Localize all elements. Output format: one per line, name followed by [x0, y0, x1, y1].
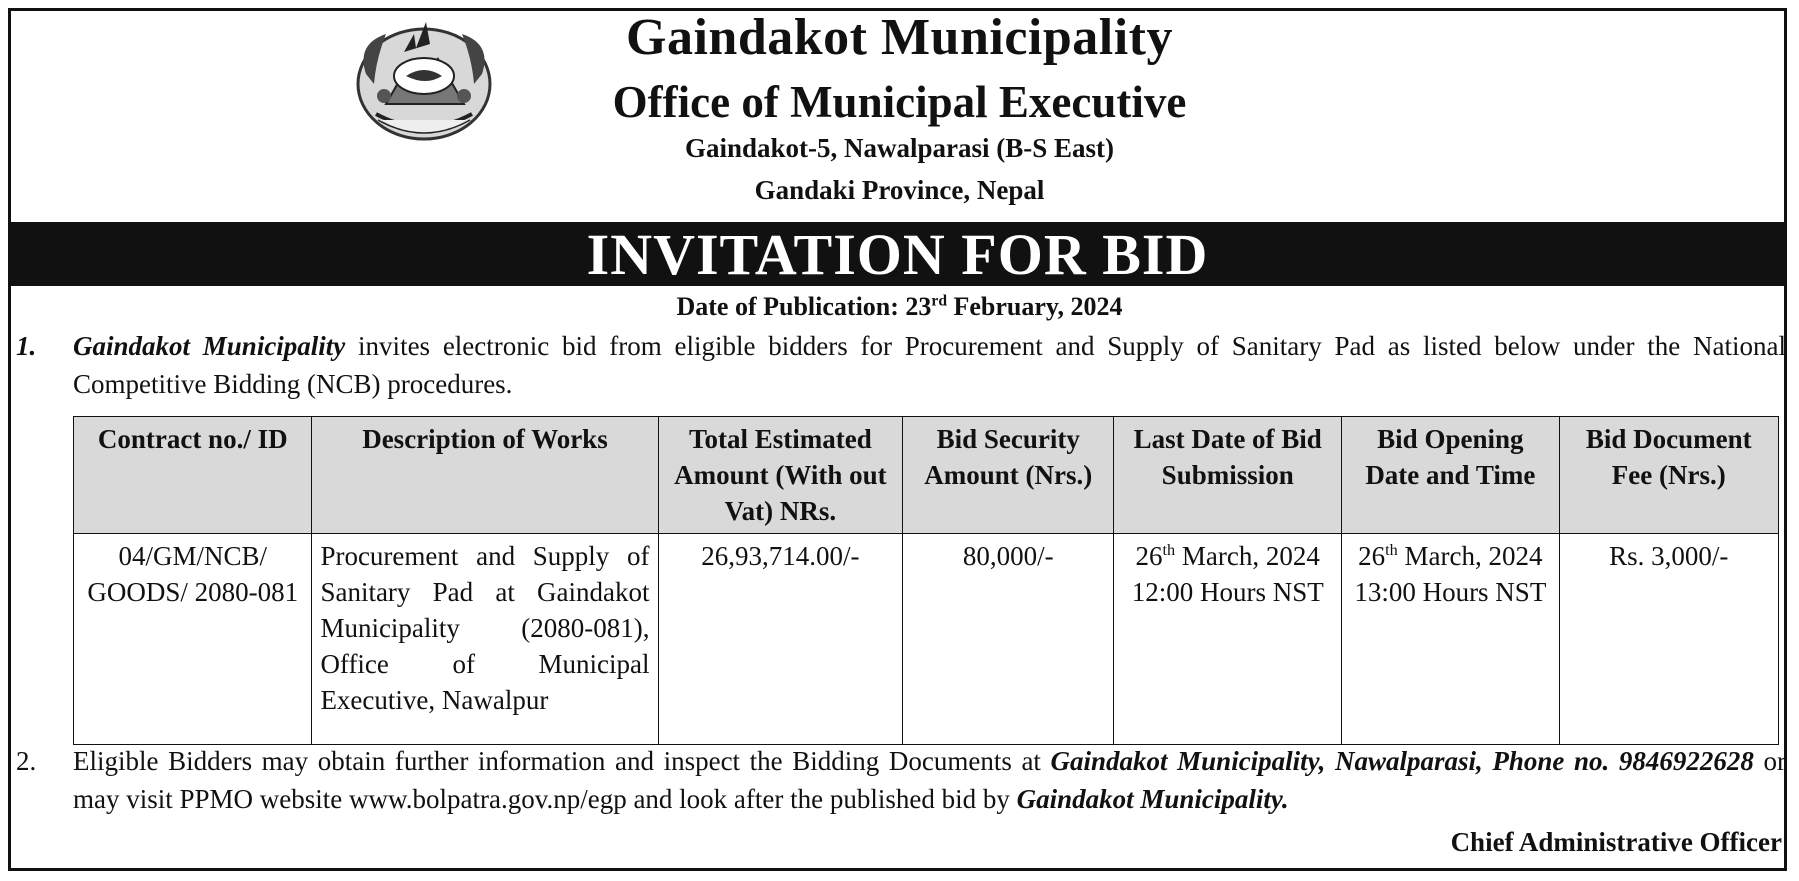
municipality-name: Gaindakot Municipality	[73, 331, 346, 361]
bid-table	[73, 416, 1779, 745]
bid-security-cell: 80,000/-	[903, 534, 1114, 745]
last-date-cell: 26th March, 2024 12:00 Hours NST	[1114, 534, 1342, 745]
description-cell: Procurement and Supply of Sanitary Pad at Gaindakot Municipality (2080-081), Office of Municipal Executive, Nawalpur	[312, 534, 658, 745]
paragraph-2: 2. Eligible Bidders may obtain further information and inspect the Bidding Documents at Gaindakot Municipality, Nawalparasi, Phone no. 9846922628 or may visit PPMO website www.bolpatra.gov.np/egp and look after the published bid by Gaindakot Municipality.	[16, 742, 1786, 818]
opening-date-cell: 26th March, 2024 13:00 Hours NST	[1342, 534, 1559, 745]
signoff-title: Chief Administrative Officer	[1450, 827, 1782, 857]
column-header: Bid Opening Date and Time	[1342, 417, 1559, 534]
contract-id-cell: 04/GM/NCB/ GOODS/ 2080-081	[74, 534, 312, 745]
paragraph-number: 1.	[16, 331, 37, 361]
publisher-name: Gaindakot Municipality.	[1016, 784, 1289, 814]
column-header: Contract no./ ID	[74, 417, 312, 534]
office-title: Office of Municipal Executive	[612, 77, 1187, 127]
municipality-title: Gaindakot Municipality	[626, 9, 1173, 66]
column-header: Bid Security Amount (Nrs.)	[903, 417, 1114, 534]
publication-date: Date of Publication: 23rd February, 2024	[676, 292, 1123, 321]
column-header: Total Estimated Amount (With out Vat) NRs.	[658, 417, 903, 534]
table-header-row	[74, 417, 1779, 534]
column-header: Bid Document Fee (Nrs.)	[1559, 417, 1779, 534]
contact-details: Gaindakot Municipality, Nawalparasi, Phone no. 9846922628	[1050, 746, 1754, 776]
address-line-1: Gaindakot-5, Nawalparasi (B-S East)	[684, 133, 1115, 163]
paragraph-1: 1. Gaindakot Municipality invites electronic bid from eligible bidders for Procurement and Supply of Sanitary Pad as listed below under the National Competitive Bidding (NCB) procedures.	[16, 327, 1786, 403]
column-header: Last Date of Bid Submission	[1114, 417, 1342, 534]
paragraph-number: 2.	[16, 746, 37, 776]
column-header: Description of Works	[312, 417, 658, 534]
doc-fee-cell: Rs. 3,000/-	[1559, 534, 1779, 745]
table-row	[74, 534, 1779, 745]
address-line-2: Gandaki Province, Nepal	[754, 175, 1045, 205]
invitation-banner: INVITATION FOR BID	[11, 222, 1784, 286]
estimated-amount-cell: 26,93,714.00/-	[658, 534, 903, 745]
